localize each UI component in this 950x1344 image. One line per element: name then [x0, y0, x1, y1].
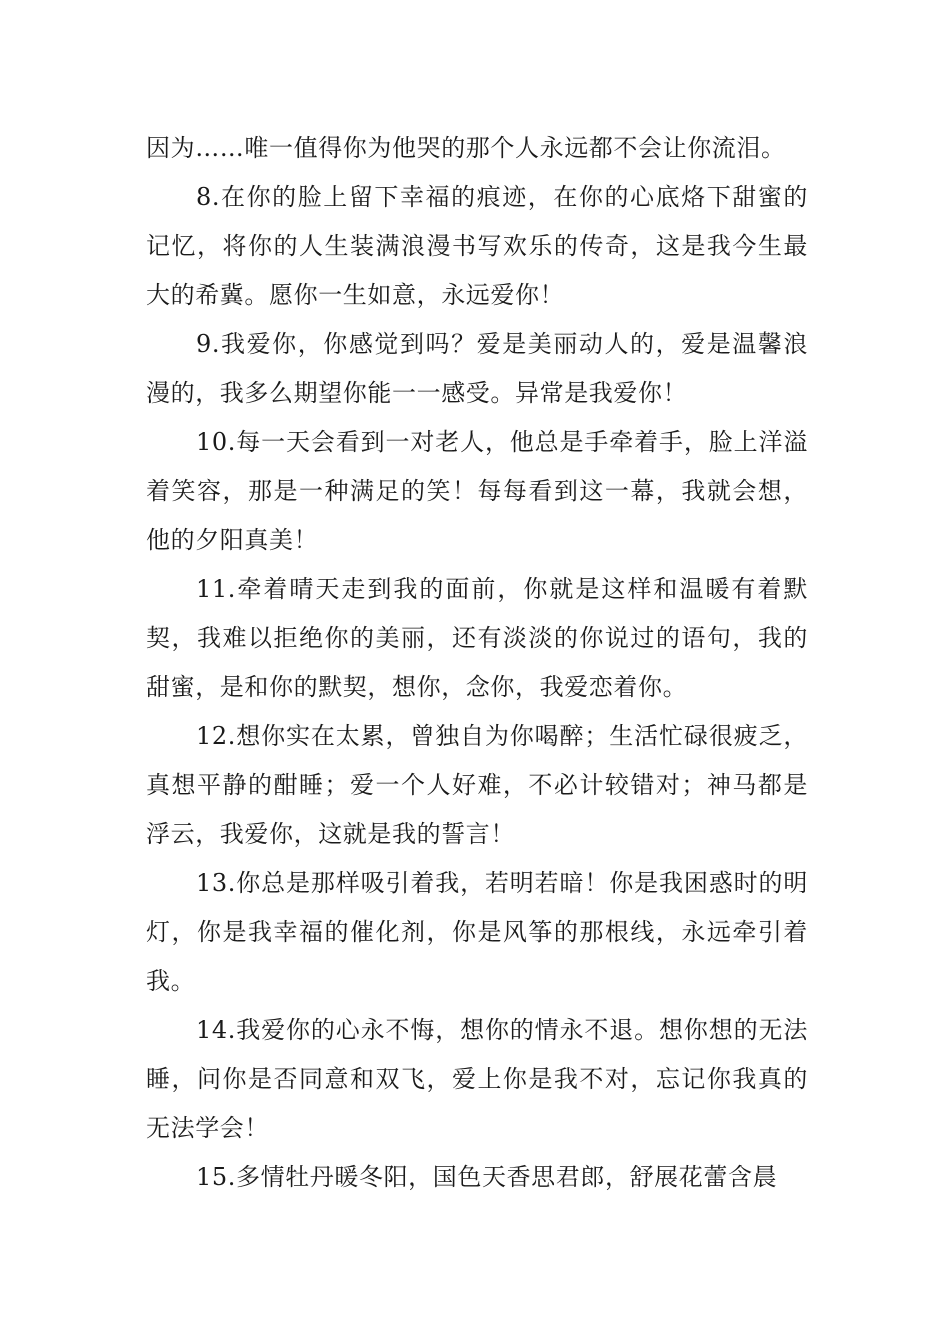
- paragraph-continuation: 因为……唯一值得你为他哭的那个人永远都不会让你流泪。: [146, 134, 786, 162]
- paragraph-item-15: 15.多情牡丹暖冬阳，国色天香思君郎，舒展花蕾含晨: [196, 1163, 778, 1191]
- paragraph-item-8: 8.在你的脸上留下幸福的痕迹，在你的心底烙下甜蜜的记忆，将你的人生装满浪漫书写欢乐的传奇，这是我今生最大的希冀。愿你一生如意，永远爱你！: [146, 183, 808, 309]
- paragraph-item-12: 12.想你实在太累，曾独自为你喝醉；生活忙碌很疲乏，真想平静的酣睡；爱一个人好难，不必计较错对；神马都是浮云，我爱你，这就是我的誓言！: [146, 722, 808, 848]
- paragraph-item-10: 10.每一天会看到一对老人，他总是手牵着手，脸上洋溢着笑容，那是一种满足的笑！每每看到这一幕，我就会想，他的夕阳真美！: [146, 428, 808, 554]
- document-body: [146, 124, 808, 1202]
- paragraph-item-9: 9.我爱你，你感觉到吗？爱是美丽动人的，爱是温馨浪漫的，我多么期望你能一一感受。异常是我爱你！: [146, 330, 808, 407]
- paragraph-item-14: 14.我爱你的心永不悔，想你的情永不退。想你想的无法睡，问你是否同意和双飞，爱上你是我不对，忘记你我真的无法学会！: [146, 1016, 808, 1142]
- paragraph-item-13: 13.你总是那样吸引着我，若明若暗！你是我困惑时的明灯，你是我幸福的催化剂，你是风筝的那根线，永远牵引着我。: [146, 869, 808, 995]
- paragraph-item-11: 11.牵着晴天走到我的面前，你就是这样和温暖有着默契，我难以拒绝你的美丽，还有淡淡的你说过的语句，我的甜蜜，是和你的默契，想你，念你，我爱恋着你。: [146, 575, 808, 701]
